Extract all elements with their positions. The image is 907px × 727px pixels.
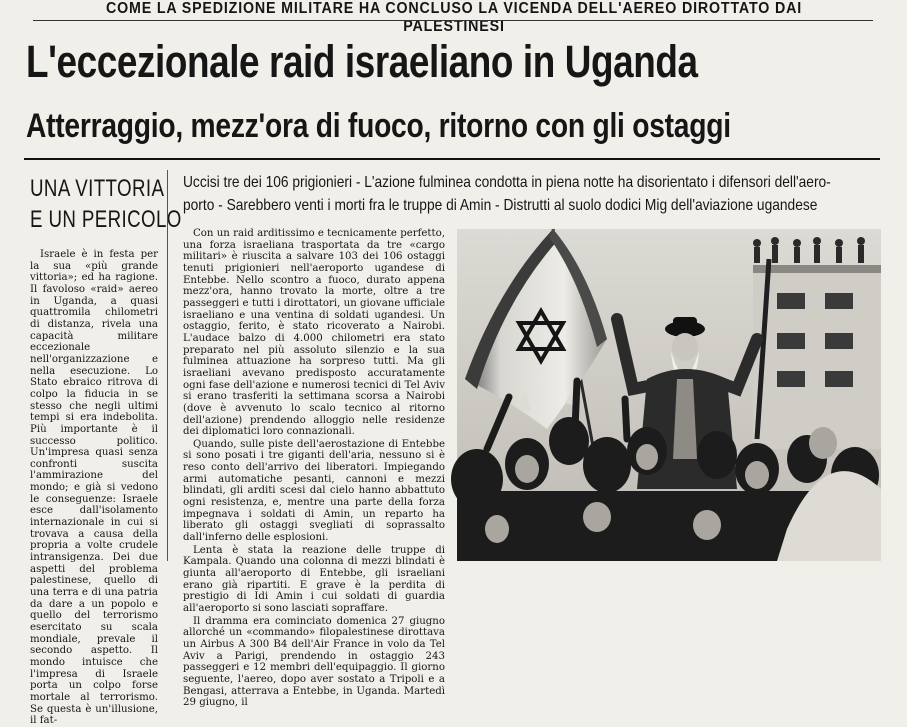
- subheadline: Atterraggio, mezz'ora di fuoco, ritorno con gli ostaggi: [26, 107, 731, 145]
- news-photo: [457, 229, 881, 561]
- sidebar-paragraph: Israele è in festa per la sua «più grande vittoria»; ed ha ragione. Il favoloso «raid» aereo in Uganda, a quasi quattromila chilometri di distanza, rivela una capacità militare eccezionale nell'organizzazione e nella esecuzione. Lo Stato ebraico ritrova di colpo la fiducia in se stesso che negli ultimi tempi si era indebolita. Più importante è il successo politico. Un'impresa quasi senza confronti suscita l'ammirazione del mondo; e già si vedono le conseguenze: Israele esce dall'isolamento internazionale in cui si trovava a causa della propria a volte crudele intransigenza. Dei due aspetti del problema palestinese, quello di una terra e di una patria da dare a un popolo e quello del terrorismo esercitato su scala mondiale, prevale il secondo aspetto. Il mondo intuisce che l'impresa di Israele porta un colpo forse mortale al terrorismo. Se questa è un'illusione, il fat-: [30, 249, 158, 727]
- article-paragraph-2: Quando, sulle piste dell'aerostazione di Entebbe si sono posati i tre giganti dell'aria, nessuno si è reso conto dell'arrivo dei liberatori. Impiegando armi automatiche pesanti, cannoni e mezzi blindati, gli arditi scesi dal cielo hanno abbattuto ogni resistenza, e, mentre una parte della forza impegnava i soldati di Amin, un reparto ha liberato gli ostaggi svegliati di soprassalto dall'inferno delle esplosioni.: [183, 438, 445, 544]
- article-paragraph-1: Con un raid arditissimo e tecnicamente perfetto, una forza israeliana trasportata da tre «cargo militari» è riuscita a salvare 103 dei 106 ostaggi tenuti prigionieri nell'aeroporto ugandese di Entebbe. Nello scontro a fuoco, durato appena mezz'ora, hanno trovato la morte, oltre a tre passeggeri e tutti i dirottatori, un giovane ufficiale israeliano e una ventina di soldati ugandesi. Un ostaggio, ferito, è stato ricoverato a Nairobi. L'audace balzo di 4.000 chilometri era stato preparato nel più assoluto silenzio e la sua fulminea attuazione ha sorpreso tutti. Ma gli israeliani avevano predisposto accuratamente ogni fase dell'azione e numerosi tecnici di Tel Aviv si erano trasferiti la settimana scorsa a Nairobi (dove è avvenuto lo scalo tecnico al ritorno dell'azione) prendendo alloggio nelle residenze dei diplomatici loro connazionali.: [183, 228, 445, 438]
- article-paragraph-3: Lenta è stata la reazione delle truppe di Kampala. Quando una colonna di mezzi blindati è giunta all'aeroporto di Entebbe, gli israeliani erano già ripartiti. E grave è la perdita di prestigio di Idi Amin i cui soldati di guardia all'aeroporto si sono lasciati sopraffare.: [183, 544, 445, 614]
- sidebar-title: [30, 173, 182, 235]
- section-rule: [24, 158, 880, 160]
- sidebar-title-line1: UNA VITTORIA: [30, 175, 165, 202]
- deck: [183, 171, 880, 217]
- deck-line-1: Uccisi tre dei 106 prigionieri - L'azione fulminea condotta in piena notte ha disorientato i difensori dell'aero-: [183, 174, 831, 191]
- article-body: [183, 228, 445, 709]
- top-rule: [33, 20, 873, 21]
- deck-line-2: porto - Sarebbero venti i morti fra le truppe di Amin - Distrutti al suolo dodici Mig dell'aviazione ugandese: [183, 197, 818, 214]
- headline: L'eccezionale raid israeliano in Uganda: [26, 36, 698, 87]
- kicker-line: COME LA SPEDIZIONE MILITARE HA CONCLUSO LA VICENDA DELL'AEREO DIROTTATO DAI PALESTINESI: [105, 0, 803, 35]
- sidebar-title-line2: E UN PERICOLO: [30, 206, 182, 233]
- column-divider: [167, 170, 168, 561]
- sidebar-text: [30, 249, 158, 727]
- photo-illustration: [457, 229, 881, 561]
- article-paragraph-4: Il dramma era cominciato domenica 27 giugno allorché un «commando» filopalestinese dirottava un Airbus A 300 B4 dell'Air France in volo da Tel Aviv a Parigi, prendendo in ostaggio 243 passeggeri e 12 membri dell'equipaggio. Il giorno seguente, l'aereo, dopo aver sostato a Tripoli e a Bengasi, atterrava a Entebbe, in Uganda. Martedì 29 giugno, il: [183, 615, 445, 709]
